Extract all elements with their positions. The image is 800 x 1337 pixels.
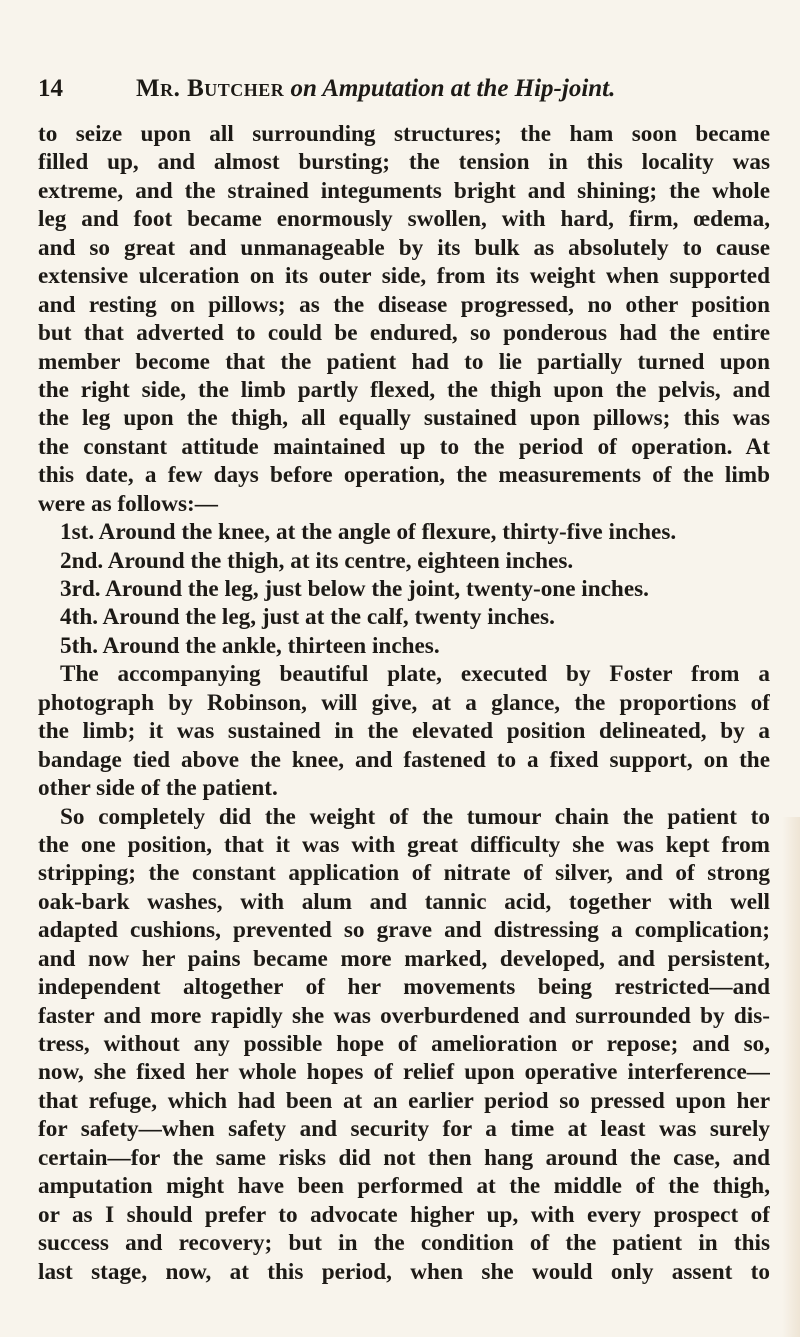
text-line: now, she fixed her whole hopes of relief upon operative interference— <box>38 1059 770 1086</box>
running-title-subject: on Amputation at the Hip-joint. <box>290 75 616 102</box>
page-number: 14 <box>38 75 63 102</box>
text-line: certain—for the same risks did not then hang around the case, and <box>38 1144 770 1171</box>
text-line: and now her pains became more marked, developed, and persistent, <box>38 945 770 972</box>
text-line: or as I should prefer to advocate higher up, with every prospect of <box>38 1201 770 1228</box>
running-head <box>0 75 800 115</box>
text-line: this date, a few days before operation, the measurements of the limb <box>38 462 770 489</box>
paper-edge-discoloration <box>782 817 800 1337</box>
text-line: other side of the patient. <box>38 775 278 802</box>
text-line: amputation might have been performed at the middle of the thigh, <box>38 1173 770 1200</box>
measurement-line: 3rd. Around the leg, just below the joint, twenty-one inches. <box>60 576 649 602</box>
text-line: tress, without any possible hope of amelioration or repose; and so, <box>38 1031 770 1057</box>
text-line: independent altogether of her movements being restricted—and <box>38 974 770 1001</box>
running-title <box>136 75 615 103</box>
text-line: the limb; it was sustained in the elevated position delineated, by a <box>38 718 770 745</box>
text-line: that refuge, which had been at an earlier period so pressed upon her <box>38 1087 770 1114</box>
text-line: were as follows:— <box>38 490 218 517</box>
text-line: leg and foot became enormously swollen, with hard, firm, œdema, <box>38 206 770 233</box>
body-text <box>38 120 770 1286</box>
text-line: success and recovery; but in the condition of the patient in this <box>38 1230 770 1257</box>
text-line: oak-bark washes, with alum and tannic acid, together with well <box>38 888 770 915</box>
text-line: photograph by Robinson, will give, at a glance, the proportions of <box>38 689 770 716</box>
text-line: to seize upon all surrounding structures; the ham soon became <box>38 121 770 147</box>
text-line: the leg upon the thigh, all equally sustained upon pillows; this was <box>38 405 770 432</box>
text-line: filled up, and almost bursting; the tension in this locality was <box>38 149 770 176</box>
running-title-author: Mr. Butcher <box>136 75 285 102</box>
text-line: faster and more rapidly she was overburdened and surrounded by dis- <box>38 1002 770 1029</box>
text-line: the constant attitude maintained up to the period of operation. At <box>38 433 770 460</box>
text-line: adapted cushions, prevented so grave and distressing a complication; <box>38 917 770 944</box>
measurement-line: 5th. Around the ankle, thirteen inches. <box>60 632 440 659</box>
text-line: for safety—when safety and security for a time at least was surely <box>38 1116 770 1143</box>
text-line: stripping; the constant application of nitrate of silver, and of strong <box>38 860 770 887</box>
text-line: member become that the patient had to lie partially turned upon <box>38 348 770 375</box>
measurement-line: 2nd. Around the thigh, at its centre, eighteen inches. <box>60 547 574 574</box>
text-line: extensive ulceration on its outer side, from its weight when supported <box>38 263 770 290</box>
text-line: the one position, that it was with great difficulty she was kept from <box>38 831 770 858</box>
text-line: the right side, the limb partly flexed, the thigh upon the pelvis, and <box>38 376 770 403</box>
text-line: So completely did the weight of the tumour chain the patient to <box>60 803 770 830</box>
measurement-line: 1st. Around the knee, at the angle of flexure, thirty-five inches. <box>60 519 677 546</box>
text-line: and so great and unmanageable by its bulk as absolutely to cause <box>38 234 770 261</box>
text-line: last stage, now, at this period, when she would only assent to <box>38 1258 770 1285</box>
text-line: The accompanying beautiful plate, executed by Foster from a <box>60 661 770 688</box>
text-line: and resting on pillows; as the disease progressed, no other position <box>38 291 770 318</box>
text-line: bandage tied above the knee, and fastened to a fixed support, on the <box>38 746 770 773</box>
text-line: but that adverted to could be endured, so ponderous had the entire <box>38 320 770 347</box>
text-line: extreme, and the strained integuments bright and shining; the whole <box>38 177 770 204</box>
measurement-line: 4th. Around the leg, just at the calf, twenty inches. <box>60 604 555 631</box>
